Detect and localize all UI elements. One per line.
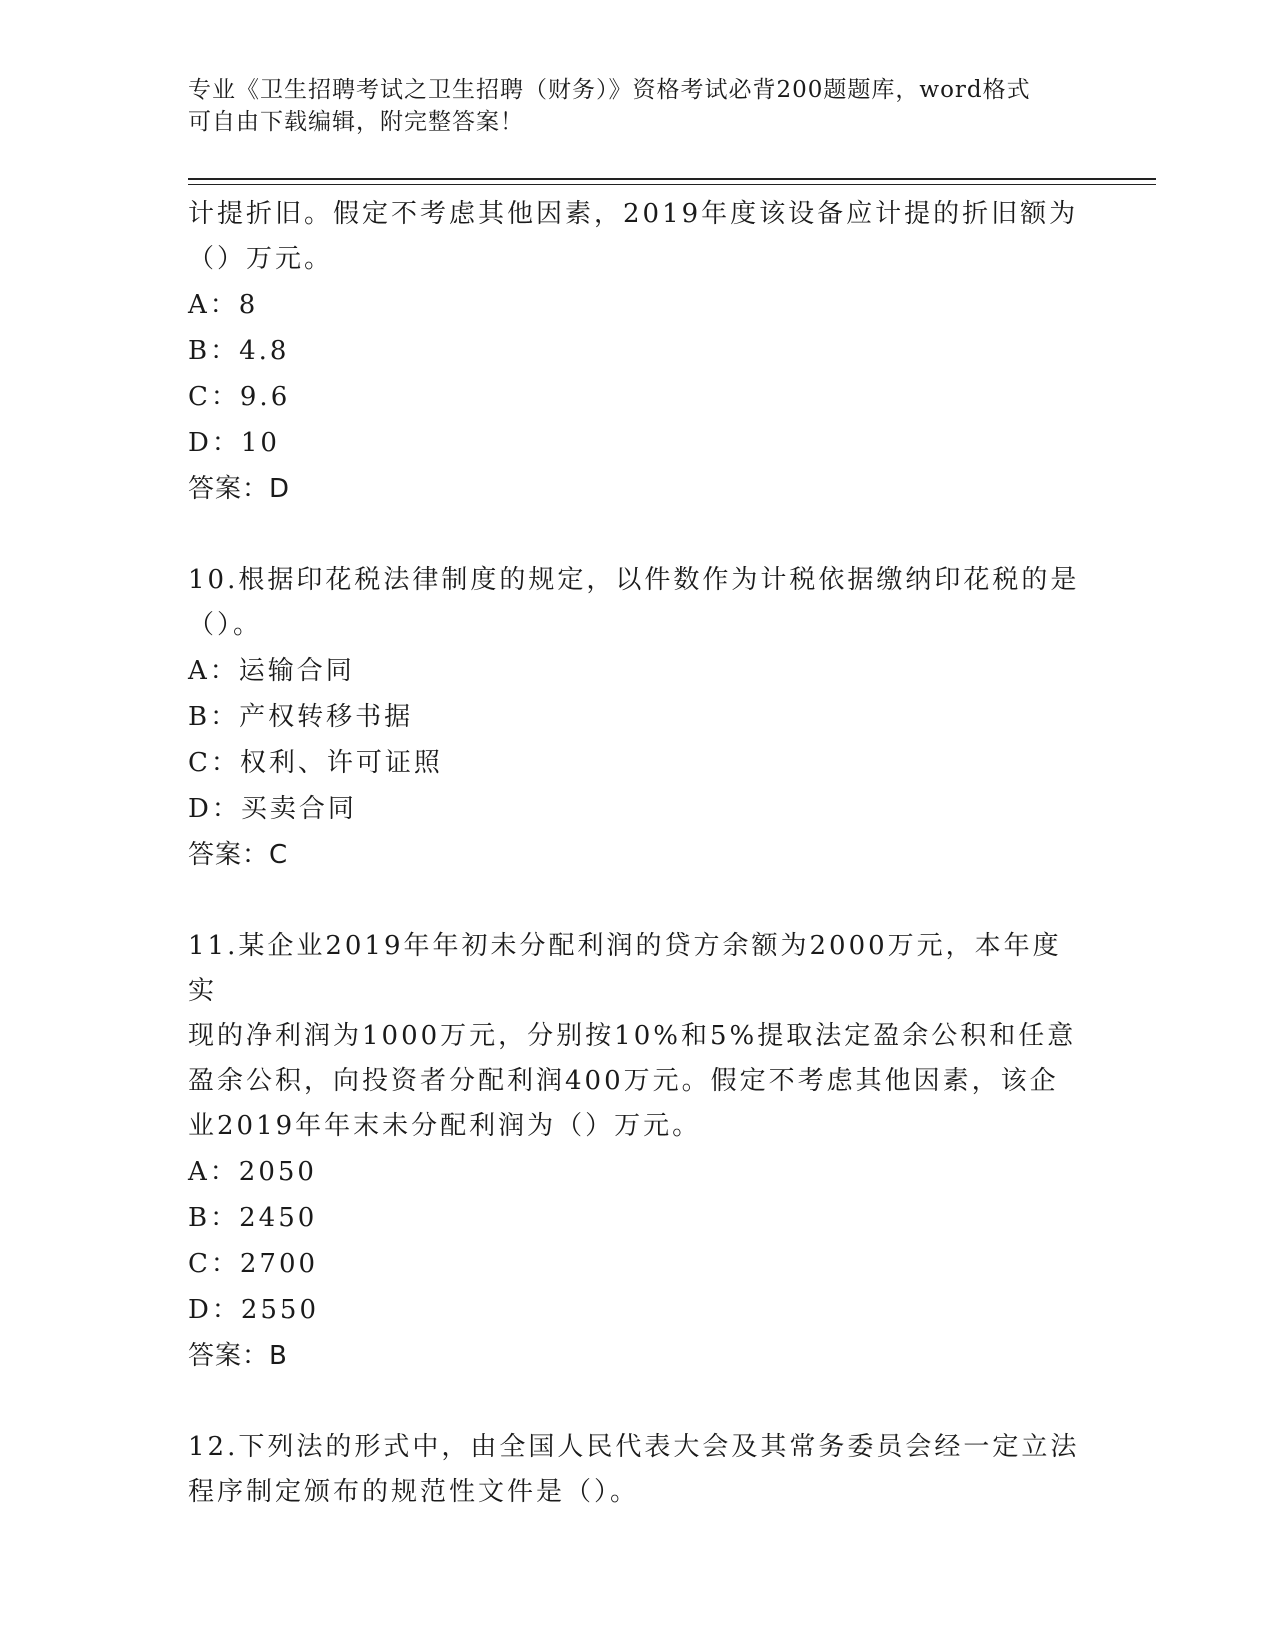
header-divider-thick bbox=[188, 178, 1156, 180]
header-title-line-1: 专业《卫生招聘考试之卫生招聘（财务）》资格考试必背200题题库，word格式 bbox=[188, 77, 1031, 103]
option-b: B：产权转移书据 bbox=[188, 702, 414, 732]
option-b: B：4.8 bbox=[188, 336, 290, 366]
question-text-line: 12.下列法的形式中，由全国人民代表大会及其常务委员会经一定立法 bbox=[188, 1432, 1080, 1462]
question-continued bbox=[188, 192, 1088, 512]
option-c: C：权利、许可证照 bbox=[188, 748, 443, 778]
question-11 bbox=[188, 924, 1088, 1379]
question-text-line: 业2019年年末未分配利润为（）万元。 bbox=[188, 1111, 702, 1141]
option-d: D：2550 bbox=[188, 1295, 320, 1325]
header-divider-thin bbox=[188, 184, 1156, 185]
header-title-line-2: 可自由下载编辑，附完整答案！ bbox=[188, 109, 524, 135]
answer: 答案：D bbox=[188, 474, 291, 504]
question-text-line: 11.某企业2019年年初未分配利润的贷方余额为2000万元，本年度实 bbox=[188, 931, 1062, 1006]
option-a: A：2050 bbox=[188, 1157, 317, 1187]
question-text-line: 现的净利润为1000万元，分别按10%和5%提取法定盈余公积和任意 bbox=[188, 1021, 1077, 1051]
question-text-line: （）万元。 bbox=[188, 244, 334, 274]
option-d: D：买卖合同 bbox=[188, 794, 357, 824]
question-10 bbox=[188, 558, 1088, 878]
option-a: A：8 bbox=[188, 290, 259, 320]
question-text-line: 计提折旧。假定不考虑其他因素，2019年度该设备应计提的折旧额为 bbox=[188, 199, 1079, 229]
option-c: C：2700 bbox=[188, 1249, 319, 1279]
answer: 答案：B bbox=[188, 1341, 288, 1371]
answer: 答案：C bbox=[188, 840, 289, 870]
question-text-line: 程序制定颁布的规范性文件是（）。 bbox=[188, 1477, 640, 1507]
question-text-line: 盈余公积，向投资者分配利润400万元。假定不考虑其他因素，该企 bbox=[188, 1066, 1059, 1096]
option-d: D：10 bbox=[188, 428, 280, 458]
question-text-line: 10.根据印花税法律制度的规定，以件数作为计税依据缴纳印花税的是 bbox=[188, 565, 1080, 595]
question-text-line: （）。 bbox=[188, 610, 263, 640]
document-header bbox=[188, 74, 1068, 138]
option-c: C：9.6 bbox=[188, 382, 291, 412]
question-12 bbox=[188, 1425, 1088, 1515]
document-body bbox=[188, 192, 1088, 1515]
option-b: B：2450 bbox=[188, 1203, 318, 1233]
option-a: A：运输合同 bbox=[188, 656, 355, 686]
